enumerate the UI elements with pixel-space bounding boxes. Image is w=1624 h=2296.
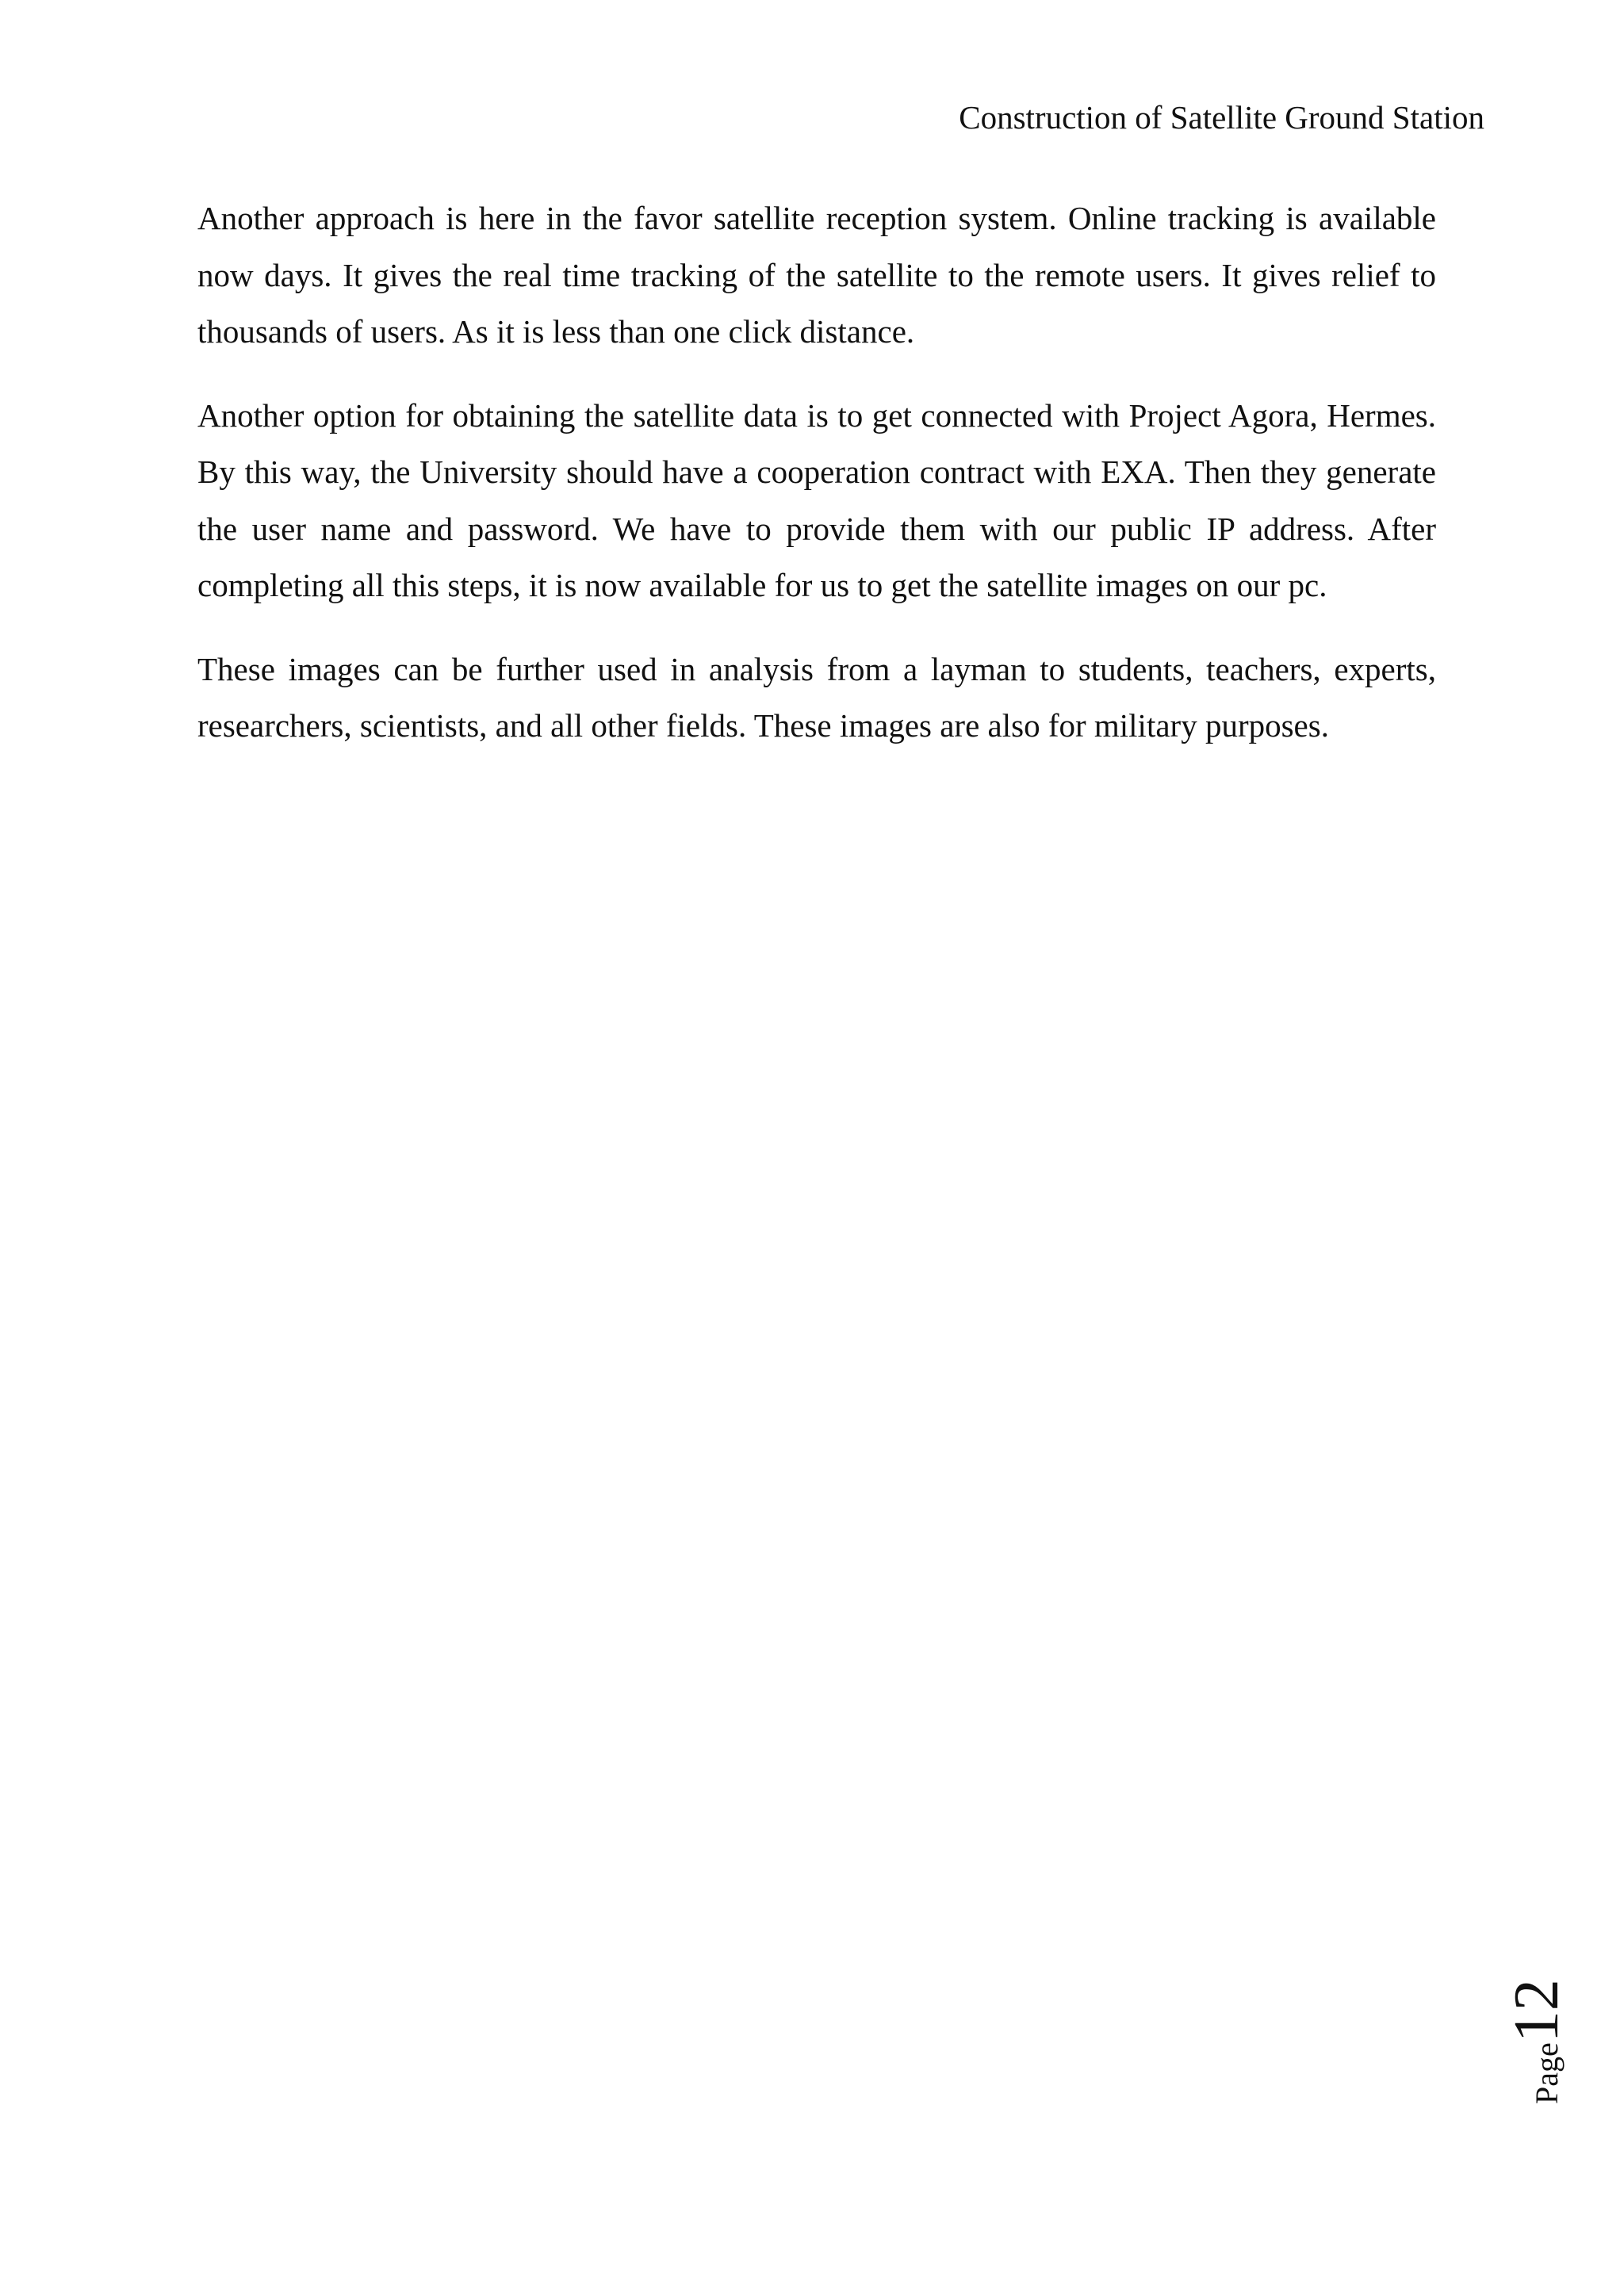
- paragraph-image-uses: These images can be further used in analysis from a layman to students, teachers, experts, researchers, scientists, and all other fields. These images are also for military purposes.: [197, 650, 1436, 744]
- running-header: Construction of Satellite Ground Station: [959, 99, 1484, 136]
- page-number: [1499, 1974, 1586, 2104]
- page-digits: 12: [1502, 1979, 1572, 2043]
- document-body: [197, 190, 1436, 782]
- page-number-rotated: [1502, 1979, 1579, 2104]
- paragraph-project-agora: Another option for obtaining the satellite data is to get connected with Project Agora, Hermes. By this way, the University should have a cooperation contract with EXA. Then they generate the user name and password. We have to provide them with our public IP address. After completing all this steps, it is now available for us to get the satellite images on our pc.: [197, 396, 1436, 603]
- page-label: Page: [1529, 2042, 1565, 2104]
- paragraph-online-tracking: Another approach is here in the favor satellite reception system. Online tracking is available now days. It gives the real time tracking of the satellite to the remote users. It gives relief to thousands of users. As it is less than one click distance.: [197, 200, 1436, 350]
